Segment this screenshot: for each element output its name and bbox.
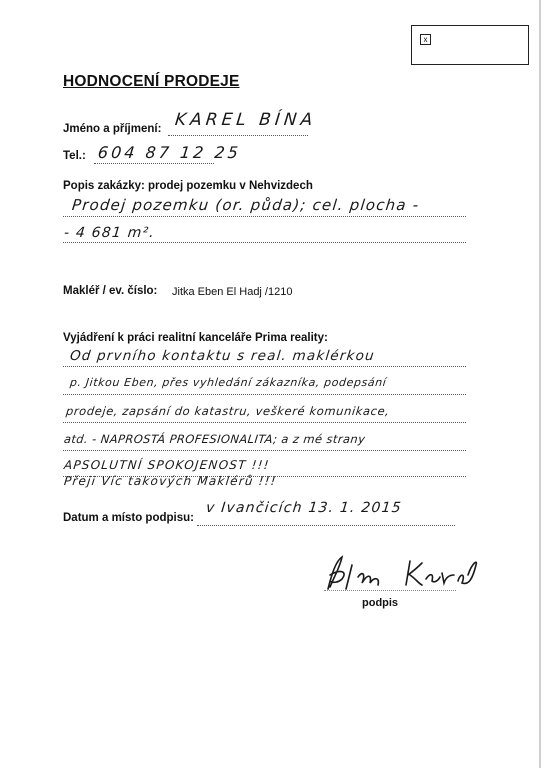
- corner-box: [411, 25, 529, 65]
- statement-dotted-line-3: [63, 422, 466, 423]
- phone-label: Tel.:: [63, 150, 86, 162]
- phone-dotted-line: [94, 163, 214, 164]
- order-dotted-line-2: [63, 242, 466, 243]
- signature-label: podpis: [362, 597, 399, 609]
- statement-dotted-line-1: [63, 366, 466, 367]
- signature-graphic: [318, 553, 488, 595]
- statement-line-6[interactable]: Přeji Víc takových Maklérů !!!: [63, 474, 278, 488]
- statement-dotted-line-2: [63, 394, 466, 395]
- signing-label: Datum a místo podpisu:: [63, 512, 194, 524]
- checkbox-mark[interactable]: x: [420, 34, 431, 45]
- broker-label: Makléř / ev. číslo:: [63, 285, 158, 297]
- signing-dotted-line: [197, 525, 455, 526]
- order-line-1[interactable]: Prodej pozemku (or. půda); cel. plocha -: [71, 196, 421, 214]
- phone-value[interactable]: 604 87 12 25: [97, 143, 242, 162]
- scan-edge: [539, 0, 541, 768]
- name-label: Jméno a příjmení:: [63, 123, 162, 135]
- order-line-2[interactable]: - 4 681 m².: [63, 225, 156, 241]
- statement-label: Vyjádření k práci realitní kanceláře Prima reality:: [63, 332, 328, 344]
- signing-value[interactable]: v Ivančicích 13. 1. 2015: [205, 500, 403, 516]
- name-value[interactable]: KAREL BÍNA: [173, 110, 318, 130]
- statement-line-1[interactable]: Od prvního kontaktu s real. maklérkou: [69, 348, 376, 364]
- statement-dotted-line-4: [63, 450, 466, 451]
- statement-line-4[interactable]: atd. - NAPROSTÁ PROFESIONALITA; a z mé strany: [63, 432, 367, 446]
- page-title: HODNOCENÍ PRODEJE: [63, 73, 240, 90]
- statement-line-3[interactable]: prodeje, zapsání do katastru, veškeré komunikace,: [65, 404, 391, 418]
- broker-value: Jitka Eben El Hadj /1210: [172, 286, 293, 298]
- order-label: Popis zakázky: prodej pozemku v Nehvizdech: [63, 180, 313, 192]
- statement-line-2[interactable]: p. Jitkou Eben, přes vyhledání zákazníka, podepsání: [69, 376, 388, 389]
- order-dotted-line-1: [63, 216, 466, 217]
- statement-line-5[interactable]: APSOLUTNÍ SPOKOJENOST !!!: [63, 458, 271, 472]
- name-dotted-line: [168, 135, 308, 136]
- signature-dotted-line: [324, 590, 456, 591]
